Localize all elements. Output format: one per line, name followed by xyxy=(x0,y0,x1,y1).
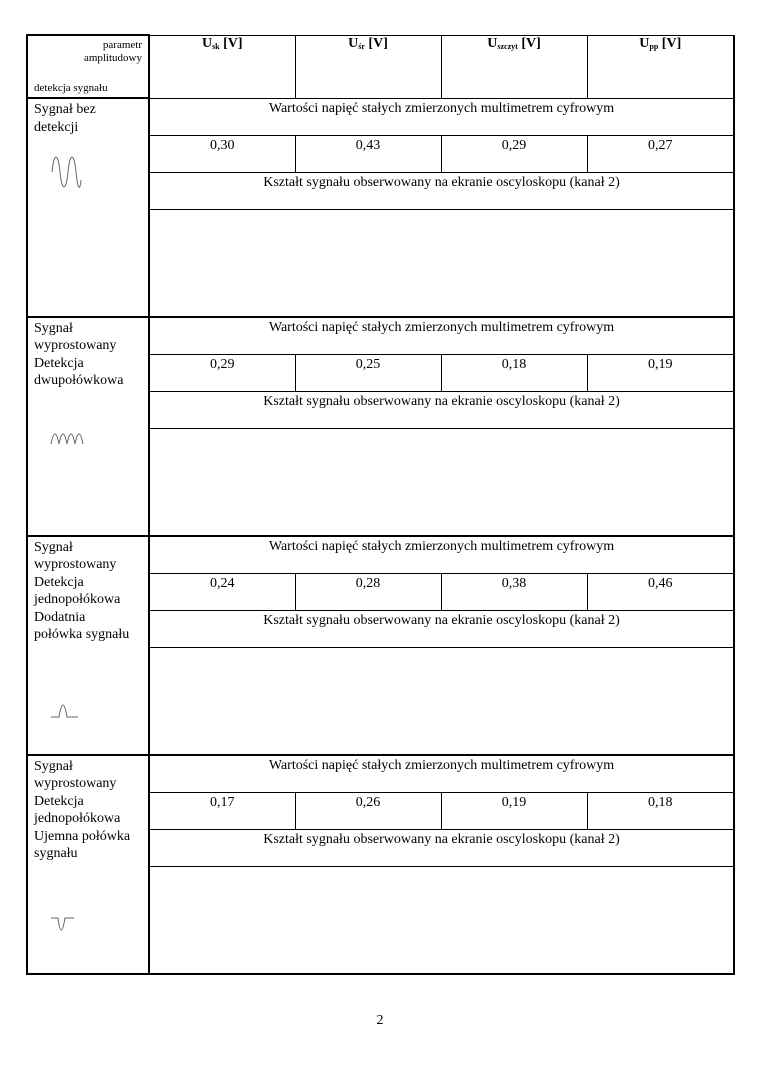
measure-caption-row xyxy=(27,536,734,574)
measure-caption-row xyxy=(27,98,734,135)
value-cell: 0,18 xyxy=(587,792,734,829)
value-cell: 0,29 xyxy=(149,354,295,391)
shape-caption: Kształt sygnału obserwowany na ekranie oscyloskopu (kanał 2) xyxy=(149,610,734,647)
detection-type-cell xyxy=(27,317,149,536)
value-cell: 0,38 xyxy=(441,573,587,610)
measure-caption-row xyxy=(27,755,734,793)
positive-half-wave-icon xyxy=(50,696,142,726)
detection-type-cell xyxy=(27,98,149,317)
measurement-table xyxy=(26,34,735,975)
value-cell: 0,29 xyxy=(441,135,587,172)
measure-caption-row xyxy=(27,317,734,355)
value-cell: 0,43 xyxy=(295,135,441,172)
oscilloscope-drawing-area[interactable] xyxy=(149,428,734,536)
value-cell: 0,18 xyxy=(441,354,587,391)
measure-caption: Wartości napięć stałych zmierzonych multimetrem cyfrowym xyxy=(149,317,734,355)
value-cell: 0,28 xyxy=(295,573,441,610)
value-cell: 0,30 xyxy=(149,135,295,172)
shape-caption: Kształt sygnału obserwowany na ekranie oscyloskopu (kanał 2) xyxy=(149,391,734,428)
negative-half-wave-icon xyxy=(50,915,142,943)
column-header-uszczyt: $U_{szczyt}$ [V] xyxy=(441,35,587,98)
value-cell: 0,19 xyxy=(587,354,734,391)
sine-wave-icon xyxy=(50,150,142,200)
value-cell: 0,27 xyxy=(587,135,734,172)
value-cell: 0,25 xyxy=(295,354,441,391)
value-cell: 0,46 xyxy=(587,573,734,610)
column-header-usr: $U_{śr}$ [V] xyxy=(295,35,441,98)
detection-type-label: Sygnał wyprostowany Detekcja dwupołówkowa xyxy=(34,320,124,388)
parameter-label: parametr amplitudowy xyxy=(83,39,142,64)
value-cell: 0,24 xyxy=(149,573,295,610)
oscilloscope-drawing-area[interactable] xyxy=(149,209,734,317)
value-cell: 0,26 xyxy=(295,792,441,829)
value-cell: 0,17 xyxy=(149,792,295,829)
shape-caption: Kształt sygnału obserwowany na ekranie oscyloskopu (kanał 2) xyxy=(149,829,734,866)
detection-type-label: Sygnał bez detekcji xyxy=(34,102,96,135)
measure-caption: Wartości napięć stałych zmierzonych multimetrem cyfrowym xyxy=(149,98,734,135)
header-corner-cell xyxy=(27,35,149,98)
detection-type-label: Sygnał wyprostowany Detekcja jednopołókowa Dodatnia połówka sygnału xyxy=(34,539,130,642)
column-header-usk: $U_{sk}$ [V] xyxy=(149,35,295,98)
detection-type-label: Sygnał wyprostowany Detekcja jednopołókowa Ujemna połówka sygnału xyxy=(34,758,131,861)
detection-type-cell xyxy=(27,755,149,974)
value-cell: 0,19 xyxy=(441,792,587,829)
oscilloscope-drawing-area[interactable] xyxy=(149,866,734,974)
header-row xyxy=(27,35,734,98)
column-header-upp: $U_{pp}$ [V] xyxy=(587,35,734,98)
measure-caption: Wartości napięć stałych zmierzonych multimetrem cyfrowym xyxy=(149,755,734,793)
oscilloscope-drawing-area[interactable] xyxy=(149,647,734,755)
detection-label: detekcja sygnału xyxy=(34,82,108,94)
detection-type-cell xyxy=(27,536,149,755)
shape-caption: Kształt sygnału obserwowany na ekranie oscyloskopu (kanał 2) xyxy=(149,172,734,209)
measure-caption: Wartości napięć stałych zmierzonych multimetrem cyfrowym xyxy=(149,536,734,574)
full-wave-rectified-icon xyxy=(50,426,142,452)
page-number: 2 xyxy=(376,1013,384,1028)
